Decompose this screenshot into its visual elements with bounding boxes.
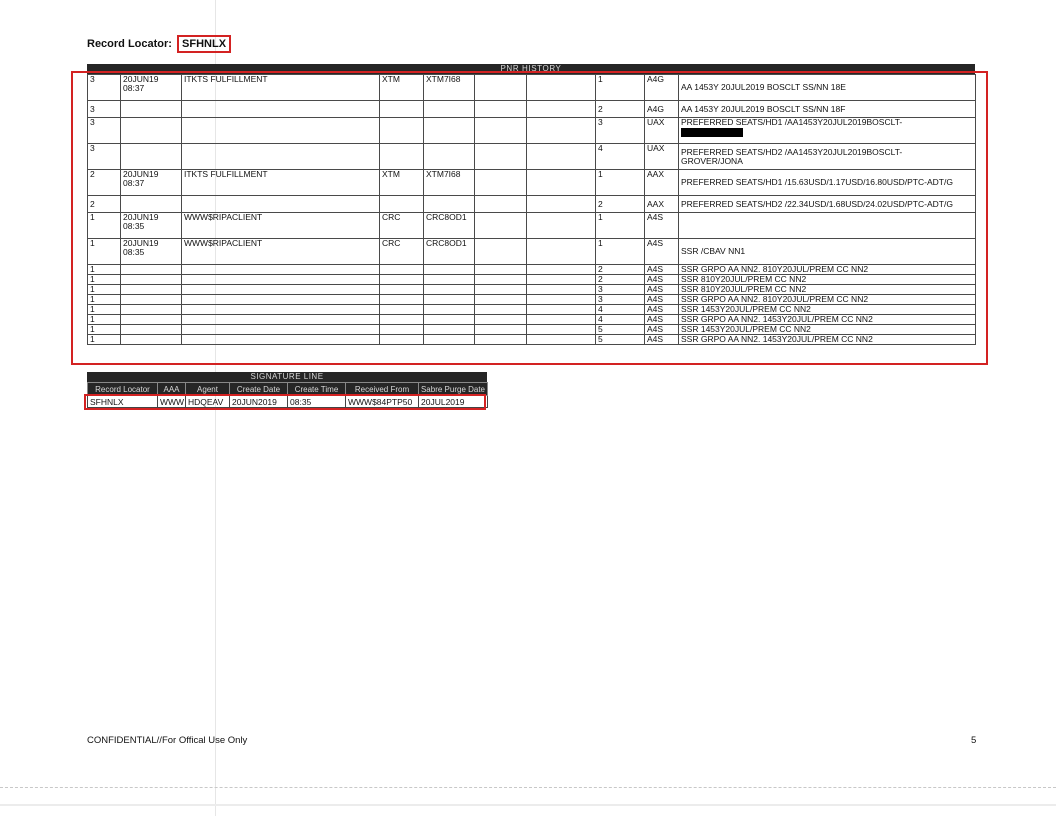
pnr-history-title: PNR HISTORY — [87, 64, 975, 74]
history-col-6-cell — [475, 285, 527, 295]
history-seq-cell: 1 — [88, 285, 121, 295]
history-action-code-cell: A4S — [645, 325, 679, 335]
history-action-code-cell: A4G — [645, 75, 679, 101]
history-item-number-cell: 2 — [596, 275, 645, 285]
history-action-code-cell: AAX — [645, 196, 679, 213]
history-col-6-cell — [475, 295, 527, 305]
signature-value-create-time: 08:35 — [288, 396, 346, 408]
table-row — [88, 265, 976, 275]
history-datetime-cell — [121, 196, 182, 213]
history-agent-code-cell — [424, 335, 475, 345]
history-datetime-cell — [121, 265, 182, 275]
history-agent-code-cell — [424, 144, 475, 170]
history-agent-name-cell: ITKTS FULFILLMENT — [182, 170, 380, 196]
history-item-number-cell: 2 — [596, 265, 645, 275]
table-row — [88, 196, 976, 213]
history-action-code-cell: AAX — [645, 170, 679, 196]
history-action-code-cell: A4S — [645, 315, 679, 325]
history-datetime-cell: 20JUN19 08:37 — [121, 170, 182, 196]
signature-value-create-date: 20JUN2019 — [230, 396, 288, 408]
history-agent-code-cell: XTM7I68 — [424, 170, 475, 196]
table-row — [88, 275, 976, 285]
history-agent-name-cell — [182, 285, 380, 295]
history-agent-code-cell — [424, 305, 475, 315]
signature-line-title: SIGNATURE LINE — [87, 372, 487, 382]
history-agent-name-cell — [182, 295, 380, 305]
history-col-7-cell — [527, 335, 596, 345]
table-row — [88, 101, 976, 118]
history-col-6-cell — [475, 325, 527, 335]
history-agent-name-cell: ITKTS FULFILLMENT — [182, 75, 380, 101]
scan-artifact-bottom — [0, 804, 1056, 806]
history-agent-name-cell: WWW$RIPACLIENT — [182, 239, 380, 265]
history-text-cell: SSR 810Y20JUL/PREM CC NN2 — [679, 285, 976, 295]
signature-value-sabre-purge-date: 20JUL2019 — [419, 396, 488, 408]
table-row — [88, 315, 976, 325]
history-col-6-cell — [475, 213, 527, 239]
history-col-7-cell — [527, 118, 596, 144]
table-row — [88, 295, 976, 305]
confidential-footer: CONFIDENTIAL//For Offical Use Only — [87, 735, 248, 746]
history-item-number-cell: 4 — [596, 315, 645, 325]
history-agent-name-cell — [182, 118, 380, 144]
history-datetime-cell — [121, 144, 182, 170]
table-row — [88, 75, 976, 101]
history-action-code-cell: A4G — [645, 101, 679, 118]
history-agent-code-cell — [424, 275, 475, 285]
signature-header-sabre-purge-date: Sabre Purge Date — [419, 383, 488, 396]
history-col-7-cell — [527, 75, 596, 101]
signature-value-received-from: WWW$84PTP50 — [346, 396, 419, 408]
history-agent-code-cell: XTM7I68 — [424, 75, 475, 101]
history-seq-cell: 3 — [88, 118, 121, 144]
history-agent-name-cell — [182, 335, 380, 345]
signature-header-received-from: Received From — [346, 383, 419, 396]
table-row — [88, 325, 976, 335]
history-text-cell: PREFERRED SEATS/HD1 /15.63USD/1.17USD/16.80USD/PTC-ADT/G — [679, 170, 976, 196]
table-row — [88, 285, 976, 295]
history-action-code-cell: A4S — [645, 213, 679, 239]
history-datetime-cell — [121, 315, 182, 325]
history-datetime-cell: 20JUN19 08:37 — [121, 75, 182, 101]
history-action-code-cell: UAX — [645, 118, 679, 144]
history-col-6-cell — [475, 101, 527, 118]
history-pcc-cell: CRC — [380, 213, 424, 239]
history-agent-name-cell — [182, 325, 380, 335]
history-seq-cell: 1 — [88, 305, 121, 315]
history-col-6-cell — [475, 144, 527, 170]
history-col-6-cell — [475, 335, 527, 345]
history-agent-code-cell — [424, 295, 475, 305]
history-seq-cell: 3 — [88, 75, 121, 101]
history-agent-code-cell — [424, 315, 475, 325]
history-col-7-cell — [527, 305, 596, 315]
history-action-code-cell: A4S — [645, 275, 679, 285]
history-pcc-cell — [380, 335, 424, 345]
history-agent-name-cell — [182, 196, 380, 213]
history-text-cell: AA 1453Y 20JUL2019 BOSCLT SS/NN 18E — [679, 75, 976, 101]
page-number: 5 — [971, 735, 977, 746]
history-pcc-cell — [380, 101, 424, 118]
history-seq-cell: 1 — [88, 213, 121, 239]
history-seq-cell: 3 — [88, 101, 121, 118]
history-item-number-cell: 4 — [596, 144, 645, 170]
history-pcc-cell — [380, 196, 424, 213]
history-item-number-cell: 2 — [596, 196, 645, 213]
record-locator-label: Record Locator: — [87, 38, 172, 50]
history-col-7-cell — [527, 325, 596, 335]
history-seq-cell: 1 — [88, 239, 121, 265]
history-text-cell: SSR GRPO AA NN2. 810Y20JUL/PREM CC NN2 — [679, 265, 976, 275]
history-seq-cell: 2 — [88, 196, 121, 213]
history-agent-code-cell: CRC8OD1 — [424, 213, 475, 239]
history-item-number-cell: 4 — [596, 305, 645, 315]
history-datetime-cell: 20JUN19 08:35 — [121, 239, 182, 265]
history-item-number-cell: 5 — [596, 335, 645, 345]
signature-value-agent: HDQEAV — [186, 396, 230, 408]
history-item-number-cell: 3 — [596, 118, 645, 144]
table-row — [88, 239, 976, 265]
history-pcc-cell — [380, 265, 424, 275]
history-col-7-cell — [527, 239, 596, 265]
signature-value-record-locator: SFHNLX — [88, 396, 158, 408]
history-col-6-cell — [475, 305, 527, 315]
history-col-6-cell — [475, 118, 527, 144]
history-agent-name-cell — [182, 101, 380, 118]
history-seq-cell: 1 — [88, 275, 121, 285]
history-text-cell: SSR 1453Y20JUL/PREM CC NN2 — [679, 325, 976, 335]
history-seq-cell: 2 — [88, 170, 121, 196]
history-agent-code-cell — [424, 285, 475, 295]
history-text-cell: SSR 1453Y20JUL/PREM CC NN2 — [679, 305, 976, 315]
history-seq-cell: 1 — [88, 265, 121, 275]
history-agent-code-cell — [424, 325, 475, 335]
history-pcc-cell — [380, 285, 424, 295]
record-locator-value: SFHNLX — [177, 35, 231, 53]
history-col-7-cell — [527, 144, 596, 170]
history-item-number-cell: 1 — [596, 170, 645, 196]
signature-header-record-locator: Record Locator — [88, 383, 158, 396]
table-row — [88, 118, 976, 144]
history-agent-name-cell — [182, 305, 380, 315]
history-datetime-cell — [121, 275, 182, 285]
history-col-6-cell — [475, 170, 527, 196]
history-col-7-cell — [527, 285, 596, 295]
history-agent-name-cell — [182, 144, 380, 170]
history-agent-name-cell — [182, 315, 380, 325]
table-row — [88, 144, 976, 170]
history-datetime-cell — [121, 118, 182, 144]
redaction-block — [681, 128, 743, 137]
history-agent-name-cell — [182, 275, 380, 285]
history-datetime-cell — [121, 101, 182, 118]
history-item-number-cell: 3 — [596, 295, 645, 305]
history-seq-cell: 3 — [88, 144, 121, 170]
history-text-cell — [679, 213, 976, 239]
history-action-code-cell: A4S — [645, 285, 679, 295]
history-item-number-cell: 5 — [596, 325, 645, 335]
history-action-code-cell: A4S — [645, 335, 679, 345]
history-seq-cell: 1 — [88, 295, 121, 305]
history-datetime-cell: 20JUN19 08:35 — [121, 213, 182, 239]
history-text-cell: PREFERRED SEATS/HD1 /AA1453Y20JUL2019BOSCLT- — [679, 118, 976, 144]
history-agent-code-cell: CRC8OD1 — [424, 239, 475, 265]
history-datetime-cell — [121, 335, 182, 345]
history-col-6-cell — [475, 315, 527, 325]
table-row — [88, 305, 976, 315]
history-text-cell: SSR GRPO AA NN2. 810Y20JUL/PREM CC NN2 — [679, 295, 976, 305]
history-action-code-cell: UAX — [645, 144, 679, 170]
history-datetime-cell — [121, 295, 182, 305]
history-col-6-cell — [475, 275, 527, 285]
history-pcc-cell — [380, 325, 424, 335]
history-col-6-cell — [475, 196, 527, 213]
signature-header-create-time: Create Time — [288, 383, 346, 396]
history-col-7-cell — [527, 196, 596, 213]
signature-header-agent: Agent — [186, 383, 230, 396]
history-agent-name-cell — [182, 265, 380, 275]
signature-header-create-date: Create Date — [230, 383, 288, 396]
history-agent-code-cell — [424, 265, 475, 275]
history-col-7-cell — [527, 170, 596, 196]
history-text-cell: PREFERRED SEATS/HD2 /AA1453Y20JUL2019BOSCLT- GROVER/JONA — [679, 144, 976, 170]
history-pcc-cell — [380, 305, 424, 315]
history-col-7-cell — [527, 101, 596, 118]
history-text-cell: SSR GRPO AA NN2. 1453Y20JUL/PREM CC NN2 — [679, 335, 976, 345]
history-item-number-cell: 1 — [596, 213, 645, 239]
history-pcc-cell — [380, 118, 424, 144]
history-text-cell: SSR 810Y20JUL/PREM CC NN2 — [679, 275, 976, 285]
scan-artifact-horizontal — [0, 787, 1056, 789]
record-locator — [87, 38, 231, 50]
history-col-7-cell — [527, 213, 596, 239]
history-text-cell: PREFERRED SEATS/HD2 /22.34USD/1.68USD/24.02USD/PTC-ADT/G — [679, 196, 976, 213]
signature-line-table — [87, 382, 488, 408]
history-agent-code-cell — [424, 196, 475, 213]
history-agent-code-cell — [424, 101, 475, 118]
history-col-6-cell — [475, 265, 527, 275]
history-seq-cell: 1 — [88, 325, 121, 335]
history-col-7-cell — [527, 275, 596, 285]
signature-value-aaa: WWW — [158, 396, 186, 408]
history-action-code-cell: A4S — [645, 265, 679, 275]
history-text-cell: SSR GRPO AA NN2. 1453Y20JUL/PREM CC NN2 — [679, 315, 976, 325]
history-pcc-cell — [380, 315, 424, 325]
history-item-number-cell: 1 — [596, 239, 645, 265]
history-col-6-cell — [475, 239, 527, 265]
table-row — [88, 170, 976, 196]
history-agent-code-cell — [424, 118, 475, 144]
history-seq-cell: 1 — [88, 315, 121, 325]
history-action-code-cell: A4S — [645, 305, 679, 315]
history-pcc-cell — [380, 144, 424, 170]
history-item-number-cell: 3 — [596, 285, 645, 295]
table-row — [88, 213, 976, 239]
history-seq-cell: 1 — [88, 335, 121, 345]
history-text-cell: SSR /CBAV NN1 — [679, 239, 976, 265]
history-text-cell: AA 1453Y 20JUL2019 BOSCLT SS/NN 18F — [679, 101, 976, 118]
signature-header-aaa: AAA — [158, 383, 186, 396]
history-action-code-cell: A4S — [645, 239, 679, 265]
table-row — [88, 335, 976, 345]
pnr-history-table — [87, 74, 976, 345]
history-col-7-cell — [527, 295, 596, 305]
history-pcc-cell: XTM — [380, 170, 424, 196]
history-action-code-cell: A4S — [645, 295, 679, 305]
history-pcc-cell: XTM — [380, 75, 424, 101]
history-item-number-cell: 1 — [596, 75, 645, 101]
history-datetime-cell — [121, 305, 182, 315]
history-datetime-cell — [121, 285, 182, 295]
history-pcc-cell: CRC — [380, 239, 424, 265]
history-item-number-cell: 2 — [596, 101, 645, 118]
history-col-7-cell — [527, 315, 596, 325]
history-pcc-cell — [380, 275, 424, 285]
history-pcc-cell — [380, 295, 424, 305]
history-col-6-cell — [475, 75, 527, 101]
history-agent-name-cell: WWW$RIPACLIENT — [182, 213, 380, 239]
history-col-7-cell — [527, 265, 596, 275]
history-datetime-cell — [121, 325, 182, 335]
